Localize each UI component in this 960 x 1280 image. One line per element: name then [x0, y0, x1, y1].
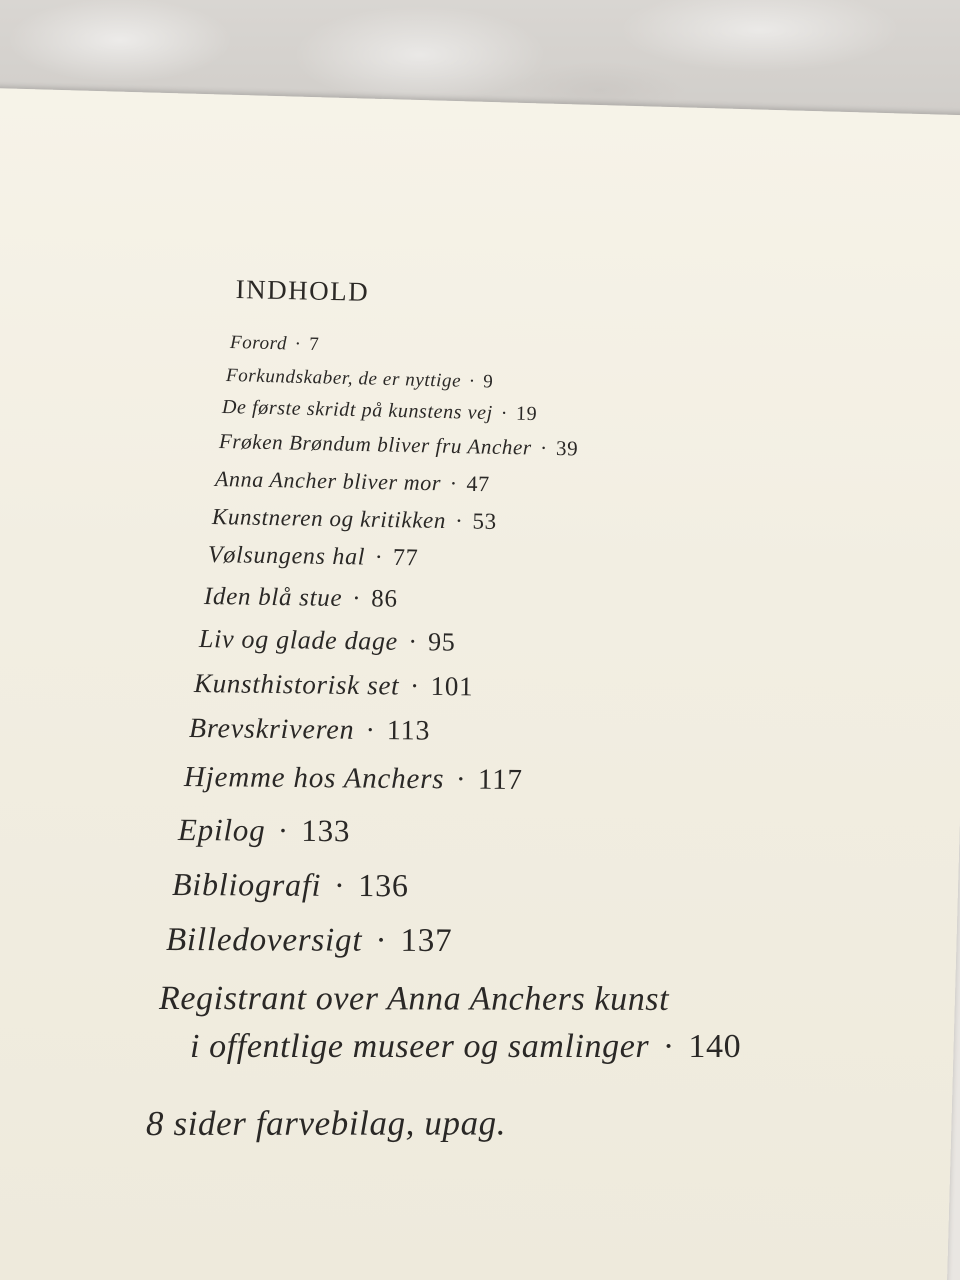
toc-entry — [204, 583, 398, 614]
toc-entry-page: 77 — [392, 544, 419, 572]
toc-entry-title: Registrant over Anna Anchers kunst — [158, 980, 670, 1018]
toc-separator: · — [333, 866, 346, 903]
toc-entry — [159, 980, 669, 1019]
toc-entry — [172, 866, 409, 904]
toc-separator: · — [277, 812, 290, 848]
toc-entry-page: 86 — [371, 585, 398, 613]
toc-entry — [230, 332, 320, 356]
toc-entry-page: 101 — [430, 670, 474, 702]
toc-entry-title: 8 sider farvebilag, upag. — [145, 1103, 507, 1143]
toc-entry-title: i offentlige museer og samlinger — [190, 1028, 650, 1065]
toc-entry — [212, 504, 497, 535]
toc-entry-title: Liv og glade dage — [198, 624, 399, 656]
toc-entry-title: Forkundskaber, de er nyttige — [225, 365, 462, 392]
toc-separator: · — [662, 1028, 675, 1065]
toc-separator: · — [455, 763, 467, 796]
toc-entry-title: Anna Ancher bliver mor — [214, 466, 442, 496]
toc-entry-title: Hjemme hos Anchers — [183, 761, 445, 796]
toc-separator: · — [409, 670, 421, 701]
toc-entry — [190, 1028, 741, 1066]
toc-entry-page: 47 — [466, 470, 490, 497]
toc-entry-title: Forord — [229, 332, 288, 355]
toc-entry-page: 136 — [358, 866, 409, 904]
book-page — [0, 88, 960, 1280]
toc-separator: · — [352, 585, 362, 613]
toc-entry-title: Vølsungens hal — [207, 542, 366, 571]
toc-entry-page: 9 — [483, 371, 494, 393]
toc-entry-title: De første skridt på kunstens vej — [221, 396, 494, 425]
toc-separator: · — [408, 626, 418, 657]
toc-entry-page: 117 — [477, 763, 523, 796]
toc-entry-page: 113 — [386, 715, 431, 747]
toc-separator: · — [454, 508, 464, 534]
toc-entry-title: Epilog — [177, 812, 266, 848]
toc-entry-page: 19 — [515, 402, 538, 426]
toc-separator: · — [374, 544, 384, 571]
toc-entry-title: Kunsthistorisk set — [193, 668, 400, 701]
toc-entry-page: 133 — [301, 812, 351, 849]
toc-entry — [208, 542, 419, 572]
toc-entry-page: 95 — [427, 627, 456, 657]
toc-entry-page: 137 — [400, 922, 453, 959]
toc-entry-title: Frøken Brøndum bliver fru Ancher — [218, 429, 532, 460]
toc-entry — [199, 624, 456, 658]
toc-separator: · — [539, 435, 548, 460]
toc-entry — [215, 466, 490, 497]
toc-entry — [189, 713, 431, 748]
toc-entry-title: Iden blå stue — [203, 583, 343, 612]
toc-entry-page: 53 — [472, 508, 497, 534]
toc-separator: · — [375, 922, 388, 959]
toc-entry-page: 7 — [308, 333, 320, 356]
toc-entry-page: 39 — [555, 436, 579, 461]
toc-entry-title: Bibliografi — [171, 866, 322, 903]
toc-entry — [194, 668, 474, 702]
toc-entry-title: Brevskriveren — [188, 713, 355, 746]
toc-entry-title: Billedoversigt — [165, 922, 363, 959]
toc-entry — [146, 1103, 506, 1144]
page-title: INDHOLD — [235, 274, 370, 307]
toc-entry — [166, 922, 453, 960]
toc-separator: · — [449, 470, 458, 496]
toc-entry — [178, 812, 351, 849]
toc-separator: · — [294, 333, 302, 355]
toc-separator: · — [365, 714, 376, 746]
toc-separator: · — [500, 402, 509, 425]
toc-entry-title: Kunstneren og kritikken — [211, 504, 447, 534]
toc-entry-page: 140 — [688, 1028, 742, 1065]
toc-entry — [184, 761, 523, 797]
toc-separator: · — [468, 370, 476, 393]
